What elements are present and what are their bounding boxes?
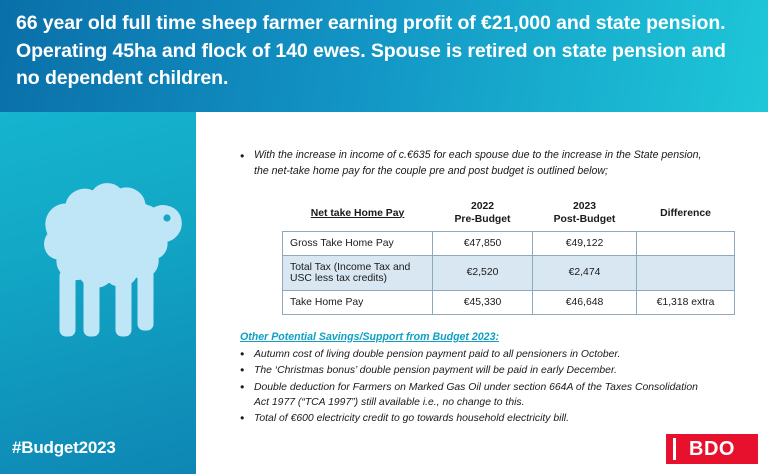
column-header-2022 <box>433 194 533 232</box>
table-row <box>283 231 735 255</box>
cell-take-home-post: €46,648 <box>533 290 637 314</box>
list-item: • Total of €600 electricity credit to go towards household electricity bill. <box>240 411 710 426</box>
column-header-net-take-home-pay: Net take Home Pay <box>283 194 433 232</box>
column-header-2023-sub: Post-Budget <box>553 214 616 226</box>
sheep-icon <box>8 142 188 372</box>
cell-take-home-pre: €45,330 <box>433 290 533 314</box>
list-item: • Autumn cost of living double pension payment paid to all pensioners in October. <box>240 347 710 362</box>
column-header-2023-year: 2023 <box>572 200 597 212</box>
savings-section-title: Other Potential Savings/Support from Budget 2023: <box>240 330 499 343</box>
list-item: • The ‘Christmas bonus’ double pension payment will be paid in early December. <box>240 363 710 378</box>
column-header-2022-sub: Pre-Budget <box>454 214 511 226</box>
bdo-logo <box>666 434 758 464</box>
hashtag-label: #Budget2023 <box>12 438 116 457</box>
cell-gross-pre: €47,850 <box>433 231 533 255</box>
cell-take-home-difference: €1,318 extra <box>637 290 735 314</box>
cell-tax-difference <box>637 255 735 290</box>
table-row <box>283 290 735 314</box>
row-label-take-home-pay: Take Home Pay <box>283 290 433 314</box>
column-header-difference: Difference <box>637 194 735 232</box>
list-item: • Double deduction for Farmers on Marked Gas Oil under section 664A of the Taxes Consolidation Act 1977 (“TCA 1997”) still available i.e., no change to this. <box>240 380 710 411</box>
table-header-row <box>283 194 735 232</box>
savings-list <box>240 347 710 427</box>
net-take-home-pay-table <box>282 194 735 315</box>
cell-gross-post: €49,122 <box>533 231 637 255</box>
column-header-2022-year: 2022 <box>470 200 495 212</box>
page-title: 66 year old full time sheep farmer earning profit of €21,000 and state pension. Operating 45ha and flock of 140 ewes. Spouse is retired on state pension and no dependent children. <box>16 12 726 90</box>
row-label-gross-take-home-pay: Gross Take Home Pay <box>283 231 433 255</box>
header-band <box>0 0 768 112</box>
row-label-total-tax: Total Tax (Income Tax and USC less tax credits) <box>283 255 433 290</box>
cell-tax-post: €2,474 <box>533 255 637 290</box>
column-header-2023 <box>533 194 637 232</box>
table-row <box>283 255 735 290</box>
main-content <box>196 112 768 474</box>
bdo-logo-text: BDO <box>689 437 735 460</box>
cell-tax-pre: €2,520 <box>433 255 533 290</box>
intro-bullet: • With the increase in income of c.€635 for each spouse due to the increase in the State pension, the net-take home pay for the couple pre and post budget is outlined below; <box>240 148 704 180</box>
left-accent-panel <box>0 112 196 474</box>
cell-gross-difference <box>637 231 735 255</box>
bdo-logo-bar <box>673 438 676 460</box>
